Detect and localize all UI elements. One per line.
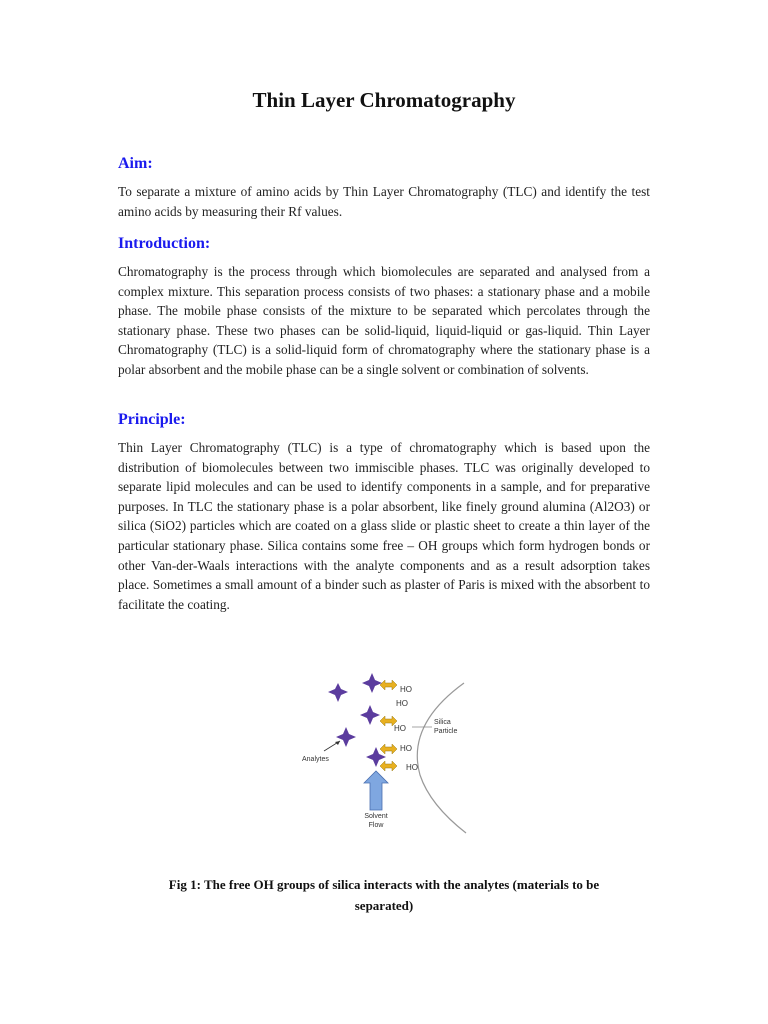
silica-diagram [296, 665, 476, 835]
ho-label-3: HO [394, 724, 406, 733]
solvent-label-line2: Flow [368, 822, 384, 829]
analytes-pointer-head [335, 741, 340, 745]
aim-text: To separate a mixture of amino acids by Thin Layer Chromatography (TLC) and identify the test amino acids by measuring their Rf values. [118, 184, 650, 219]
ho-label-1: HO [400, 685, 412, 694]
figure-caption-line2: separated) [354, 898, 414, 913]
principle-heading: Principle: [118, 411, 186, 428]
figure-caption-line1: Fig 1: The free OH groups of silica interacts with the analytes (materials to be [168, 877, 600, 892]
introduction-section [118, 235, 650, 380]
figure-caption [118, 874, 650, 916]
analyte-star-4 [336, 727, 356, 747]
solvent-label-line1: Solvent [364, 813, 388, 820]
aim-heading: Aim: [118, 155, 153, 172]
analyte-star-1 [328, 683, 348, 702]
silica-label-line1: Silica [434, 719, 451, 726]
ho-label-5: HO [406, 763, 418, 772]
interaction-arrow-1 [380, 680, 397, 690]
ho-label-4: HO [400, 744, 412, 753]
principle-section [118, 411, 650, 614]
aim-section [118, 155, 650, 221]
interaction-arrow-3 [380, 744, 397, 754]
introduction-heading: Introduction: [118, 235, 211, 252]
ho-label-2: HO [396, 699, 408, 708]
solvent-flow-arrow [364, 771, 388, 810]
analytes-label: Analytes [302, 756, 329, 763]
principle-text: Thin Layer Chromatography (TLC) is a type of chromatography which is based upon the distribution of biomolecules between two immiscible phases. TLC was originally developed to separate lipid molecules and can be used to identify components in a sample, and for preparative purposes. In TLC the stationary phase is a polar absorbent, like finely ground alumina (Al2O3) or silica (SiO2) particles which are coated on a glass slide or plastic sheet to create a thin layer of the particular stationary phase. Silica contains some free – OH groups which form hydrogen bonds or other Van-der-Waals interactions with the analyte components and as a result adsorption takes place. Sometimes a small amount of a binder such as plaster of Paris is mixed with the absorbent to facilitate the coating. [118, 440, 650, 612]
silica-label-line2: Particle [434, 728, 458, 735]
analyte-star-3 [360, 705, 380, 725]
introduction-text: Chromatography is the process through which biomolecules are separated and analysed from a complex mixture. This separation process consists of two phases: a stationary phase and a mobile phase. The mobile phase consists of the mixture to be separated which percolates through the stationary phase. These two phases can be solid-liquid, liquid-liquid or gas-liquid. Thin Layer Chromatography (TLC) is a solid-liquid form of chromatography where the stationary phase is a polar absorbent and the mobile phase can be a single solvent or combination of solvents. [118, 264, 650, 377]
page-title: Thin Layer Chromatography [252, 88, 516, 112]
tlc-figure [296, 665, 476, 835]
silica-particle-arc [417, 683, 466, 833]
analyte-star-2 [362, 673, 382, 693]
interaction-arrow-4 [380, 761, 397, 771]
